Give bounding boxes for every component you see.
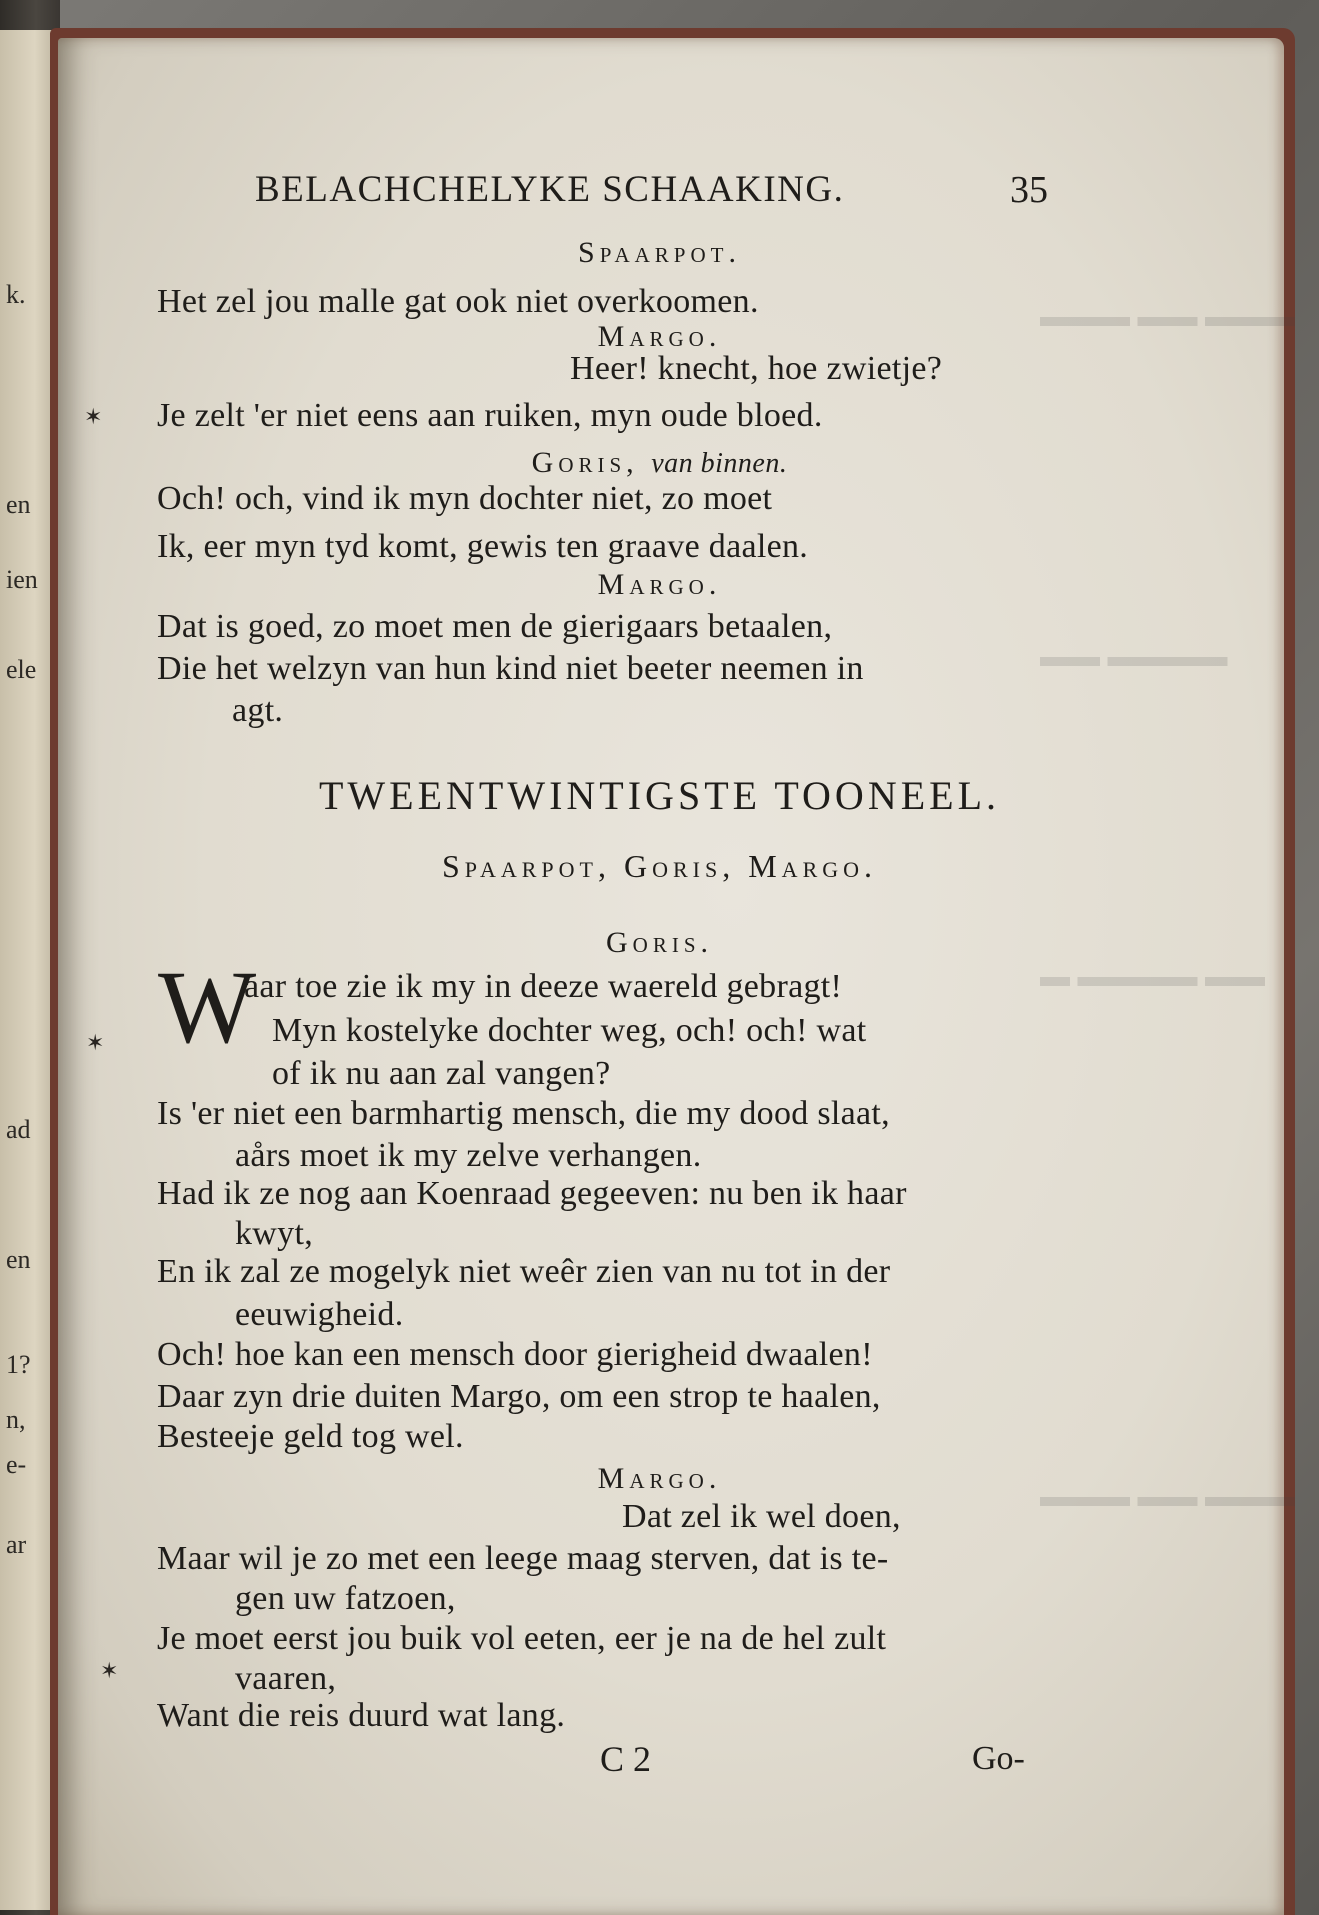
- margin-mark-icon: ✶: [84, 404, 103, 429]
- scene-cast: Spaarpot, Goris, Margo.: [441, 848, 878, 884]
- verse-line: Heer! knecht, hoe zwietje?: [570, 350, 943, 387]
- verse-line: Myn kostelyke dochter weg, och! och! wat: [272, 1012, 867, 1049]
- verse-line: gen uw fatzoen,: [235, 1580, 456, 1617]
- left-fragment: en: [6, 490, 31, 519]
- show-through-text: ▬▬▬ ▬▬ ▬▬▬: [1040, 300, 1295, 333]
- verse-line: aårs moet ik my zelve verhangen.: [235, 1137, 702, 1174]
- verse-line: Och! och, vind ik myn dochter niet, zo moet: [157, 480, 773, 517]
- verse-line: vaaren,: [235, 1660, 337, 1697]
- left-fragment: ad: [6, 1115, 31, 1144]
- show-through-text: ▬▬ ▬▬▬▬ ▬: [1040, 960, 1265, 993]
- left-fragment: ar: [6, 1530, 27, 1559]
- stage-direction: van binnen.: [651, 448, 788, 479]
- verse-line: Die het welzyn van hun kind niet beeter neemen in: [157, 650, 864, 687]
- left-fragment: 1?: [6, 1350, 31, 1379]
- verse-line: Had ik ze nog aan Koenraad gegeeven: nu ben ik haar: [157, 1175, 907, 1212]
- verse-line: eeuwigheid.: [235, 1296, 404, 1333]
- margin-mark-icon: ✶: [100, 1658, 119, 1683]
- speaker-heading: Margo.: [597, 320, 722, 353]
- verse-line: Besteeje geld tog wel.: [157, 1418, 464, 1455]
- verse-line: Dat zel ik wel doen,: [622, 1498, 901, 1535]
- verse-line: Het zel jou malle gat ook niet overkoomen.: [157, 283, 759, 320]
- margin-mark-icon: ✶: [86, 1030, 105, 1055]
- left-fragment: k.: [6, 280, 26, 309]
- left-fragment: ele: [6, 655, 37, 684]
- verse-line: Daar zyn drie duiten Margo, om een strop te haalen,: [157, 1378, 881, 1415]
- verse-line: Ik, eer myn tyd komt, gewis ten graave daalen.: [157, 528, 809, 565]
- speaker-name: Goris,: [531, 446, 639, 479]
- page-number: 35: [1010, 169, 1048, 211]
- verse-line: of ik nu aan zal vangen?: [272, 1055, 611, 1092]
- verse-line: Maar wil je zo met een leege maag sterven, dat is te-: [157, 1540, 889, 1577]
- verse-line: Je zelt 'er niet eens aan ruiken, myn oude bloed.: [157, 397, 823, 434]
- speaker-heading: Spaarpot.: [578, 236, 741, 269]
- verse-line: Is 'er niet een barmhartig mensch, die my dood slaat,: [157, 1095, 890, 1132]
- verse-line: Je moet eerst jou buik vol eeten, eer je na de hel zult: [157, 1620, 887, 1657]
- verse-line: Dat is goed, zo moet men de gierigaars betaalen,: [157, 608, 833, 645]
- catchword: Go-: [972, 1740, 1025, 1777]
- speaker-heading: [0, 446, 1319, 480]
- verse-line: En ik zal ze mogelyk niet weêr zien van nu tot in der: [157, 1253, 891, 1290]
- speaker-heading: Margo.: [597, 1462, 722, 1495]
- left-fragment: en: [6, 1245, 31, 1274]
- verse-line: Want die reis duurd wat lang.: [157, 1697, 566, 1734]
- running-title: BELACHCHELYKE SCHAAKING.: [255, 169, 845, 210]
- show-through-text: ▬▬▬▬ ▬▬: [1040, 640, 1228, 673]
- verse-line: aar toe zie ik my in deeze waereld gebragt!: [244, 968, 843, 1005]
- speaker-heading: Margo.: [597, 568, 722, 601]
- left-fragment: e-: [6, 1450, 27, 1479]
- verse-line: kwyt,: [235, 1215, 313, 1252]
- verse-line: agt.: [232, 692, 284, 729]
- left-fragment: n,: [6, 1405, 26, 1434]
- speaker-heading: Goris.: [605, 926, 713, 959]
- show-through-text: ▬▬▬ ▬▬ ▬▬▬: [1040, 1480, 1295, 1513]
- left-fragment: ien: [6, 565, 38, 594]
- signature-mark: C 2: [600, 1739, 652, 1779]
- scene-title: TWEENTWINTIGSTE TOONEEL.: [318, 773, 1001, 818]
- verse-line: Och! hoe kan een mensch door gierigheid dwaalen!: [157, 1336, 873, 1373]
- drop-capital: W: [158, 950, 257, 1065]
